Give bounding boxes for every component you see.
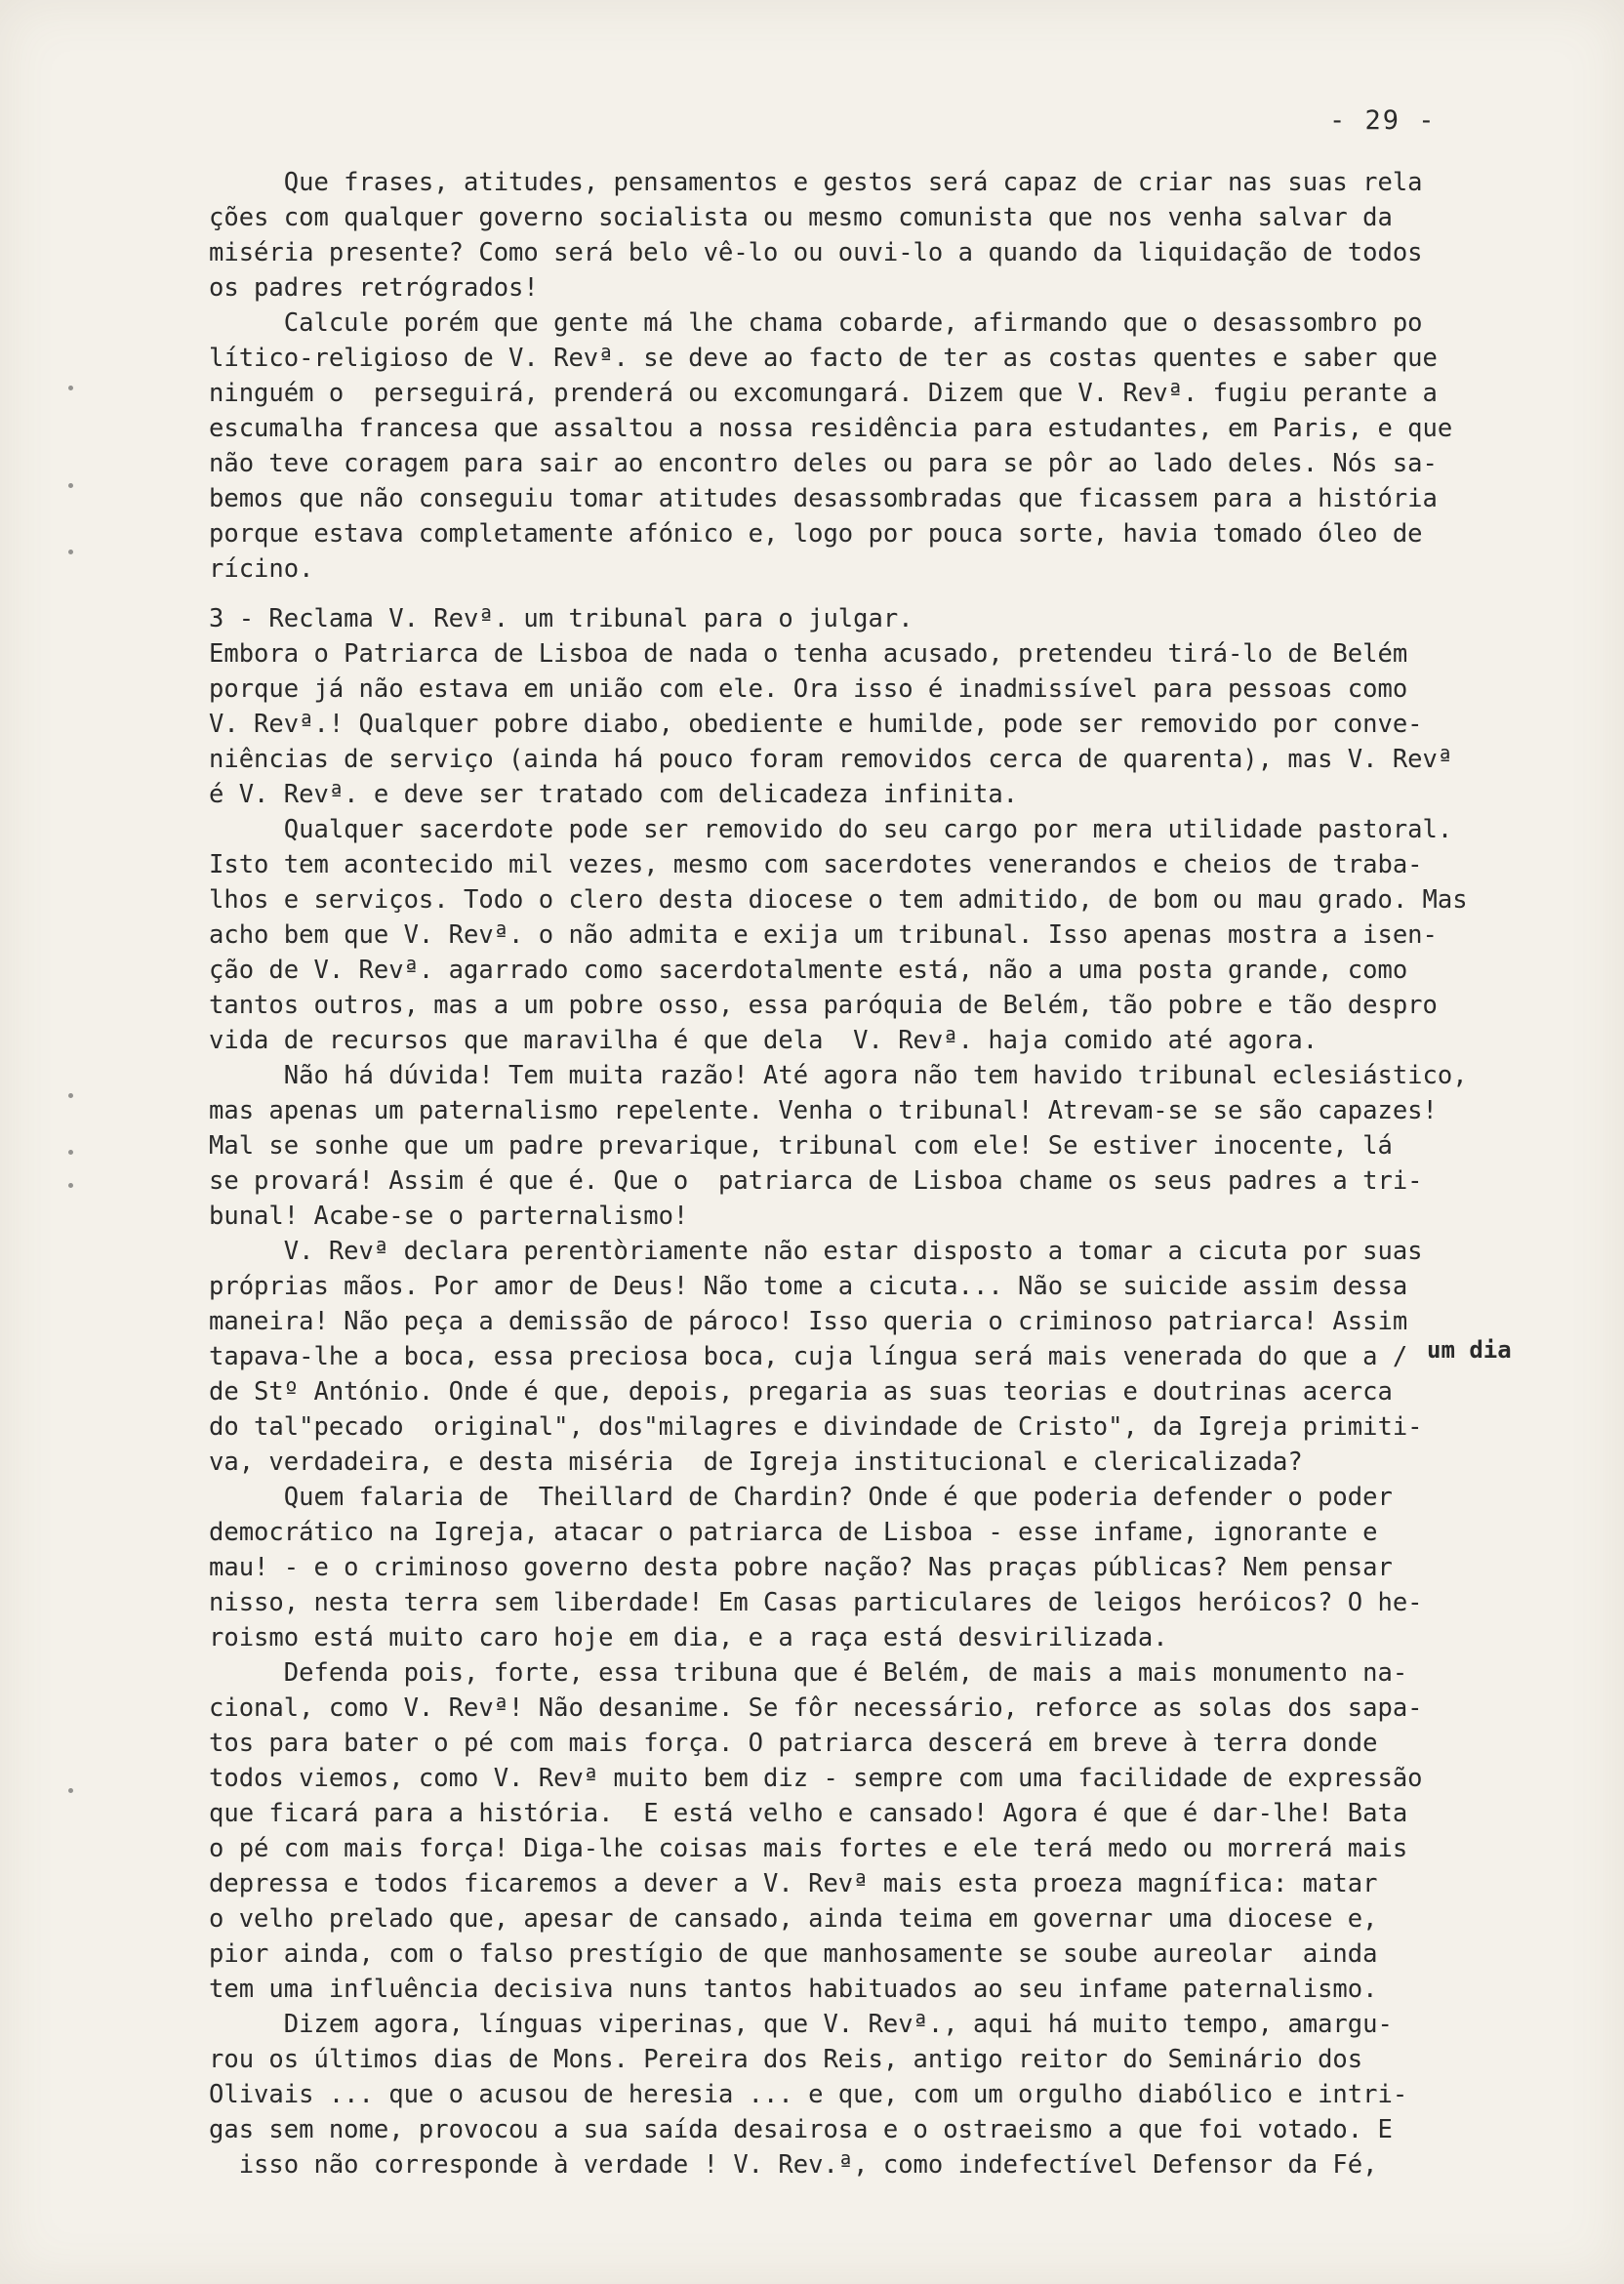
text-line: próprias mãos. Por amor de Deus! Não tome a cicuta... Não se suicide assim dessa xyxy=(209,1272,1408,1301)
text-line: niências de serviço (ainda há pouco foram removidos cerca de quarenta), mas V. Revª xyxy=(209,745,1453,774)
text-line: Dizem agora, línguas viperinas, que V. Revª., aqui há muito tempo, amargu- xyxy=(209,2010,1393,2039)
text-line: não teve coragem para sair ao encontro deles ou para se pôr ao lado deles. Nós sa- xyxy=(209,449,1438,478)
text-line: vida de recursos que maravilha é que dela V. Revª. haja comido até agora. xyxy=(209,1026,1319,1055)
text-line: rou os últimos dias de Mons. Pereira dos Reis, antigo reitor do Seminário dos xyxy=(209,2045,1363,2074)
text-line: todos viemos, como V. Revª muito bem diz - sempre com uma facilidade de expressão xyxy=(209,1764,1423,1793)
text-line: escumalha francesa que assaltou a nossa residência para estudantes, em Paris, e que xyxy=(209,414,1453,443)
text-line: gas sem nome, provocou a sua saída desairosa e o ostraeismo a que foi votado. E xyxy=(209,2115,1393,2144)
text-line: porque já não estava em união com ele. Ora isso é inadmissível para pessoas como xyxy=(209,674,1408,704)
text-line: bunal! Acabe-se o parternalismo! xyxy=(209,1202,689,1231)
text-line: Mal se sonhe que um padre prevarique, tribunal com ele! Se estiver inocente, lá xyxy=(209,1131,1393,1161)
body-text xyxy=(209,165,1507,2182)
text-line: mau! - e o criminoso governo desta pobre nação? Nas praças públicas? Nem pensar xyxy=(209,1553,1393,1582)
text-line: bemos que não conseguiu tomar atitudes desassombradas que ficassem para a história xyxy=(209,484,1438,513)
text-line: cional, como V. Revª! Não desanime. Se fôr necessário, reforce as solas dos sapa- xyxy=(209,1693,1423,1723)
text-line: tem uma influência decisiva nuns tantos habituados ao seu infame paternalismo. xyxy=(209,1975,1378,2004)
margin-dot xyxy=(68,386,73,390)
text-line: rícino. xyxy=(209,554,314,584)
text-line: va, verdadeira, e desta miséria de Igreja institucional e clericalizada? xyxy=(209,1448,1303,1477)
text-line: os padres retrógrados! xyxy=(209,273,539,303)
text-line: acho bem que V. Revª. o não admita e exija um tribunal. Isso apenas mostra a isen- xyxy=(209,920,1438,950)
text-line: o pé com mais força! Diga-lhe coisas mais fortes e ele terá medo ou morrerá mais xyxy=(209,1834,1408,1863)
margin-dot xyxy=(68,1788,73,1793)
text-line: Isto tem acontecido mil vezes, mesmo com sacerdotes venerandos e cheios de traba- xyxy=(209,850,1423,879)
text-line: Olivais ... que o acusou de heresia ... e que, com um orgulho diabólico e intri- xyxy=(209,2080,1408,2109)
text-line: Embora o Patriarca de Lisboa de nada o tenha acusado, pretendeu tirá-lo de Belém xyxy=(209,639,1408,669)
text-line: de Stº António. Onde é que, depois, pregaria as suas teorias e doutrinas acerca xyxy=(209,1377,1393,1407)
text-line: do tal"pecado original", dos"milagres e divindade de Cristo", da Igreja primiti- xyxy=(209,1412,1423,1442)
margin-annotation: um dia xyxy=(1427,1336,1512,1364)
page-number: - 29 - xyxy=(1329,105,1437,136)
text-line: lhos e serviços. Todo o clero desta diocese o tem admitido, de bom ou mau grado. Mas xyxy=(209,885,1468,915)
text-line: nisso, nesta terra sem liberdade! Em Casas particulares de leigos heróicos? O he- xyxy=(209,1588,1423,1617)
text-line: se provará! Assim é que é. Que o patriarca de Lisboa chame os seus padres a tri- xyxy=(209,1166,1423,1196)
text-line: V. Revª.! Qualquer pobre diabo, obediente e humilde, pode ser removido por conve- xyxy=(209,710,1423,739)
text-line: tantos outros, mas a um pobre osso, essa paróquia de Belém, tão pobre e tão despro xyxy=(209,991,1438,1020)
text-line: democrático na Igreja, atacar o patriarca de Lisboa - esse infame, ignorante e xyxy=(209,1518,1378,1547)
text-line: é V. Revª. e deve ser tratado com delicadeza infinita. xyxy=(209,780,1019,809)
text-line: Calcule porém que gente má lhe chama cobarde, afirmando que o desassombro po xyxy=(209,308,1423,338)
text-line: porque estava completamente afónico e, logo por pouca sorte, havia tomado óleo de xyxy=(209,519,1423,549)
text-line: ções com qualquer governo socialista ou mesmo comunista que nos venha salvar da xyxy=(209,203,1393,232)
margin-dot xyxy=(68,550,73,554)
text-line: tapava-lhe a boca, essa preciosa boca, cuja língua será mais venerada do que a / xyxy=(209,1342,1408,1371)
margin-dot xyxy=(68,483,73,488)
text-line: maneira! Não peça a demissão de pároco! Isso queria o criminoso patriarca! Assim xyxy=(209,1307,1408,1336)
text-line: miséria presente? Como será belo vê-lo ou ouvi-lo a quando da liquidação de todos xyxy=(209,238,1423,267)
margin-dot xyxy=(68,1093,73,1098)
text-line: ninguém o perseguirá, prenderá ou excomungará. Dizem que V. Revª. fugiu perante a xyxy=(209,379,1438,408)
text-line: tos para bater o pé com mais força. O patriarca descerá em breve à terra donde xyxy=(209,1729,1378,1758)
text-line: Que frases, atitudes, pensamentos e gestos será capaz de criar nas suas rela xyxy=(209,168,1423,197)
text-line: lítico-religioso de V. Revª. se deve ao facto de ter as costas quentes e saber que xyxy=(209,344,1438,373)
margin-dot xyxy=(68,1183,73,1188)
text-line: V. Revª declara perentòriamente não estar disposto a tomar a cicuta por suas xyxy=(209,1237,1423,1266)
text-line: o velho prelado que, apesar de cansado, ainda teima em governar uma diocese e, xyxy=(209,1904,1378,1934)
margin-dot xyxy=(68,1150,73,1155)
text-line: isso não corresponde à verdade ! V. Rev.ª, como indefectível Defensor da Fé, xyxy=(209,2150,1378,2180)
text-line: 3 - Reclama V. Revª. um tribunal para o julgar. xyxy=(209,604,914,633)
text-line: Defenda pois, forte, essa tribuna que é Belém, de mais a mais monumento na- xyxy=(209,1658,1408,1688)
text-line: pior ainda, com o falso prestígio de que manhosamente se soube aureolar ainda xyxy=(209,1939,1378,1969)
text-line: roismo está muito caro hoje em dia, e a raça está desvirilizada. xyxy=(209,1623,1168,1652)
text-line: Quem falaria de Theillard de Chardin? Onde é que poderia defender o poder xyxy=(209,1483,1393,1512)
text-line: depressa e todos ficaremos a dever a V. Revª mais esta proeza magnífica: matar xyxy=(209,1869,1378,1898)
text-line: Não há dúvida! Tem muita razão! Até agora não tem havido tribunal eclesiástico, xyxy=(209,1061,1468,1090)
text-line: mas apenas um paternalismo repelente. Venha o tribunal! Atrevam-se se são capazes! xyxy=(209,1096,1438,1125)
text-line: que ficará para a história. E está velho e cansado! Agora é que é dar-lhe! Bata xyxy=(209,1799,1408,1828)
text-line: Qualquer sacerdote pode ser removido do seu cargo por mera utilidade pastoral. xyxy=(209,815,1453,844)
text-line: ção de V. Revª. agarrado como sacerdotalmente está, não a uma posta grande, como xyxy=(209,956,1408,985)
